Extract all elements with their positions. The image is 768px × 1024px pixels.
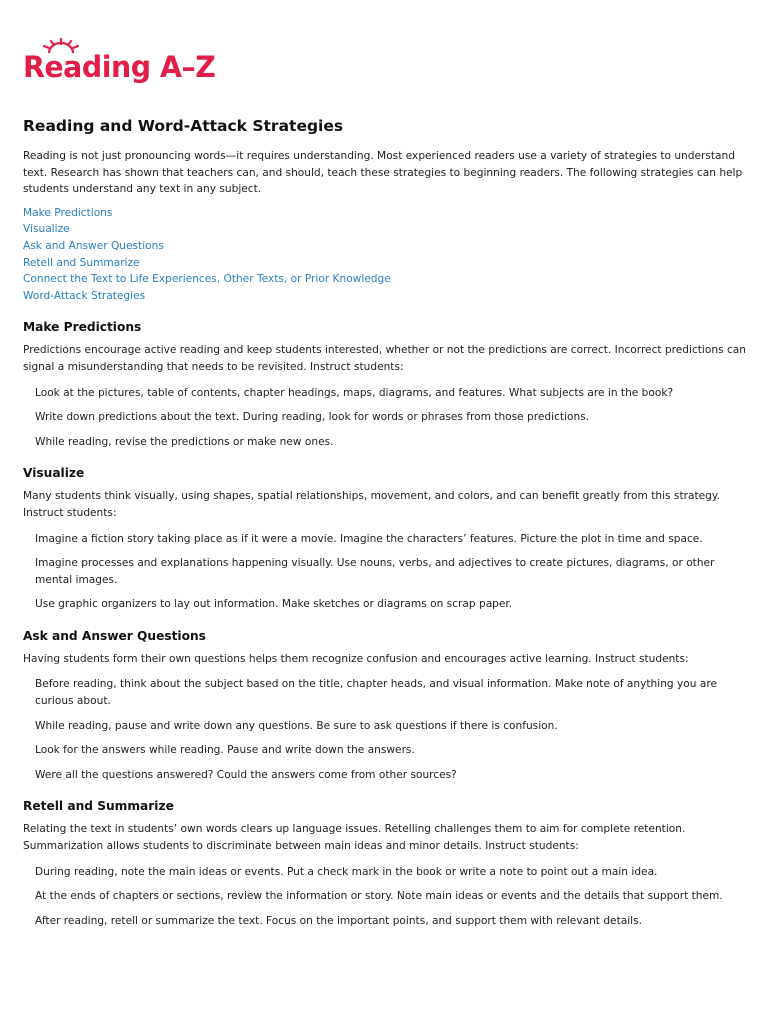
section-paragraph: Relating the text in students’ own words clears up language issues. Retelling challenges them to aim for complete retention. Summarization allows students to discriminate between main ideas and minor details. Instruct students:: [23, 823, 686, 853]
list-item: After reading, retell or summarize the text. Focus on the important points, and support them with relevant details.: [35, 914, 642, 927]
page-title: Reading and Word-Attack Strategies: [23, 117, 344, 135]
toc-link[interactable]: Retell and Summarize: [23, 256, 140, 269]
list-item: Imagine processes and explanations happening visually. Use nouns, verbs, and adjectives to create pictures, diagrams, or other mental images.: [35, 557, 715, 586]
instruction-list: [23, 531, 749, 613]
section: [23, 318, 749, 450]
toc-item: [23, 221, 749, 238]
toc-link[interactable]: Word-Attack Strategies: [23, 289, 146, 302]
section-paragraph: Many students think visually, using shapes, spatial relationships, movement, and colors, and can benefit greatly from this strategy. Instruct students:: [23, 490, 720, 519]
sections-container: [23, 318, 749, 929]
section-heading: Visualize: [23, 466, 85, 481]
instruction-list: [23, 385, 749, 451]
section-heading: Ask and Answer Questions: [23, 628, 206, 643]
reading-az-logo[interactable]: [23, 38, 223, 90]
list-item: While reading, pause and write down any questions. Be sure to ask questions if there is confusion.: [35, 719, 558, 732]
section-paragraph: Having students form their own questions helps them recognize confusion and encourages active learning. Instruct students:: [23, 652, 689, 665]
instruction-list: [23, 864, 749, 930]
section-heading: Make Predictions: [23, 320, 142, 335]
instruction-list: [23, 676, 749, 783]
list-item: Use graphic organizers to lay out information. Make sketches or diagrams on scrap paper.: [35, 598, 513, 611]
list-item: During reading, note the main ideas or events. Put a check mark in the book or write a note to point out a main idea.: [35, 865, 658, 878]
section-heading: Retell and Summarize: [23, 799, 174, 814]
document-body: [23, 148, 749, 929]
logo-wordmark: Reading A–Z: [23, 50, 216, 84]
section: [23, 464, 749, 613]
section: [23, 797, 749, 929]
toc-item: [23, 238, 749, 255]
toc-item: [23, 288, 749, 305]
toc-item: [23, 271, 749, 288]
toc-item: [23, 205, 749, 222]
toc-link[interactable]: Make Predictions: [23, 206, 113, 219]
list-item: Were all the questions answered? Could the answers come from other sources?: [35, 768, 457, 781]
toc-link[interactable]: Connect the Text to Life Experiences, Other Texts, or Prior Knowledge: [23, 273, 391, 286]
toc-link[interactable]: Visualize: [23, 223, 70, 236]
list-item: Imagine a fiction story taking place as if it were a movie. Imagine the characters’ features. Picture the plot in time and space.: [35, 532, 703, 545]
list-item: While reading, revise the predictions or make new ones.: [35, 435, 334, 448]
section-paragraph: Predictions encourage active reading and keep students interested, whether or not the predictions are correct. Incorrect predictions can signal a misunderstanding that needs to be revisited. Instruct students:: [23, 344, 746, 373]
toc-item: [23, 255, 749, 272]
list-item: Write down predictions about the text. During reading, look for words or phrases from those predictions.: [35, 411, 590, 424]
section: [23, 627, 749, 784]
list-item: Look for the answers while reading. Pause and write down the answers.: [35, 744, 415, 757]
intro-paragraph: Reading is not just pronouncing words—it requires understanding. Most experienced readers use a variety of strategies to understand text. Research has shown that teachers can, and should, teach these strategies to beginning readers. The following strategies can help students understand any text in any subject.: [23, 150, 743, 196]
list-item: Before reading, think about the subject based on the title, chapter heads, and visual information. Make note of anything you are curious about.: [35, 678, 717, 708]
list-item: At the ends of chapters or sections, review the information or story. Note main ideas or events and the details that support them.: [35, 890, 723, 903]
list-item: Look at the pictures, table of contents, chapter headings, maps, diagrams, and features. What subjects are in the book?: [35, 386, 674, 399]
table-of-contents: [23, 205, 749, 305]
toc-link[interactable]: Ask and Answer Questions: [23, 239, 164, 252]
